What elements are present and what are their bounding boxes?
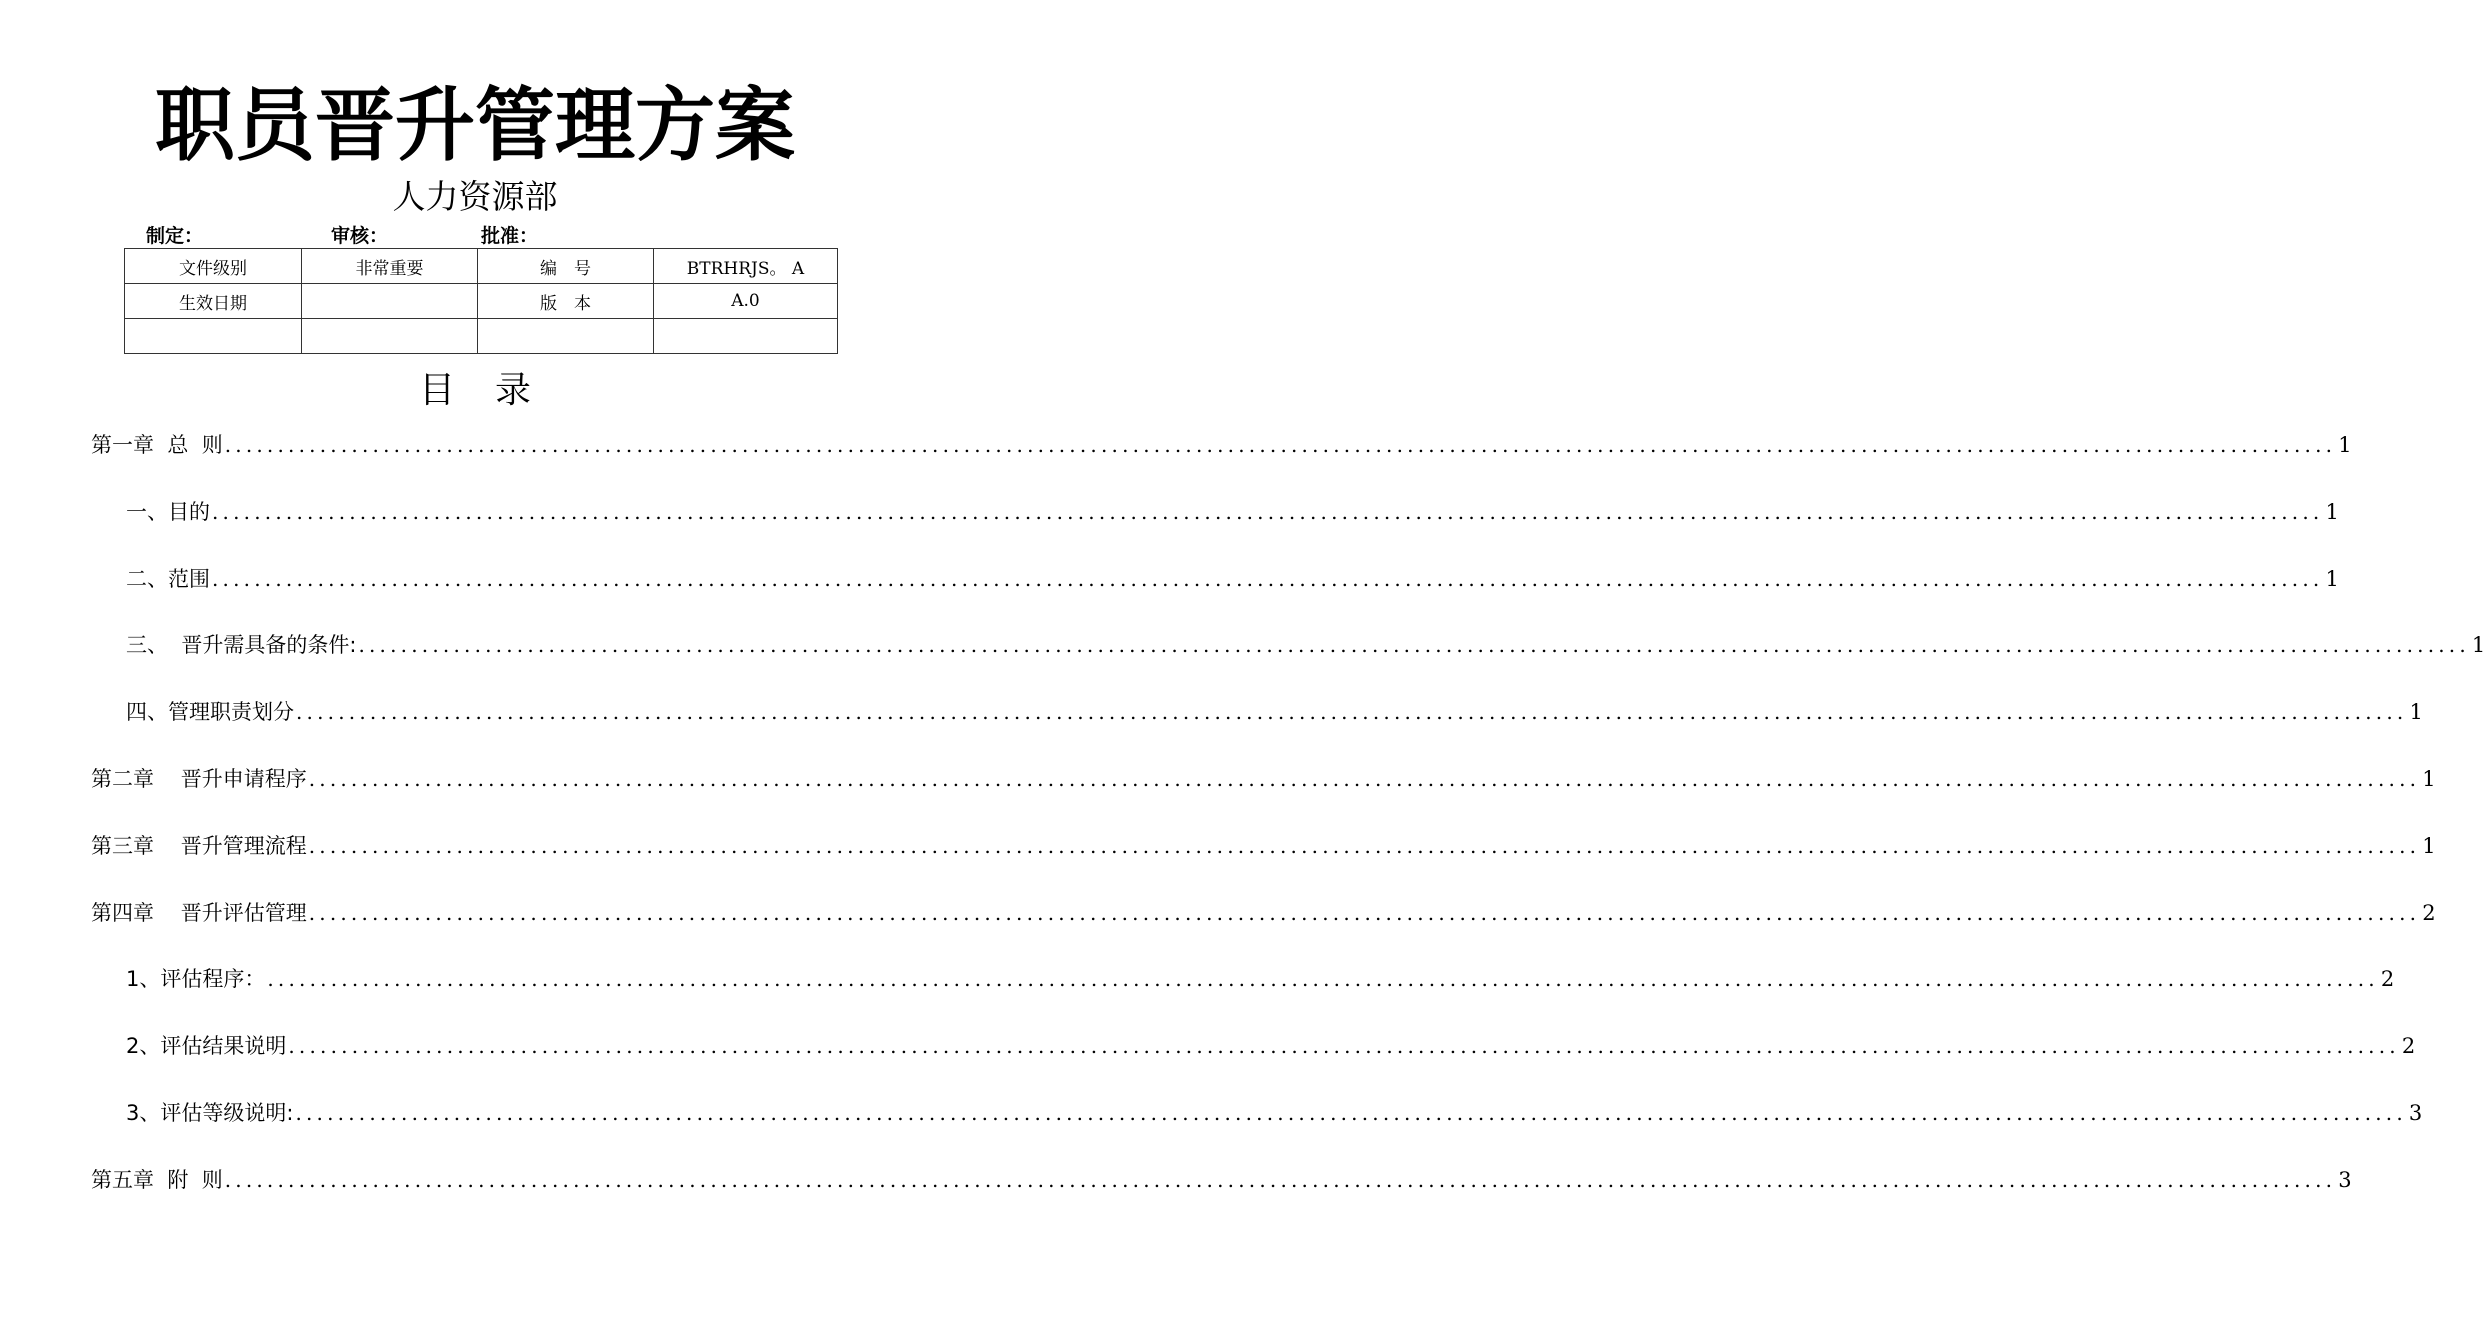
toc-entry-chapter-2[interactable] xyxy=(91,758,2436,794)
toc-entry-label: 一、目的 xyxy=(126,500,210,524)
table-cell: 版 本 xyxy=(478,284,654,319)
toc-entry-label: 1、评估程序： xyxy=(126,967,266,991)
toc-entry-page: 1 xyxy=(2422,767,2436,791)
made-by-label: 制定： xyxy=(146,225,204,247)
toc-leader-dots: ........................................................................................................................................................................................................ xyxy=(295,1101,2407,1125)
toc-entry-scope[interactable] xyxy=(126,558,2339,594)
toc-leader-dots: ........................................................................................................................................................................................................ xyxy=(358,633,2470,657)
toc-entry-page: 3 xyxy=(2338,1168,2352,1192)
toc-leader-dots: ........................................................................................................................................................................................................ xyxy=(308,834,2421,858)
toc-leader-dots: ........................................................................................................................................................................................................ xyxy=(288,1034,2400,1058)
toc-entry-page: 1 xyxy=(2325,500,2339,524)
toc-entry-label: 第三章 晋升管理流程 xyxy=(91,834,307,858)
toc-entry-eval-procedure[interactable] xyxy=(126,958,2395,994)
toc-entry-chapter-3[interactable] xyxy=(91,825,2436,861)
toc-entry-label: 2、评估结果说明 xyxy=(126,1034,287,1058)
department-name: 人力资源部 xyxy=(392,177,558,216)
toc-entry-chapter-4[interactable] xyxy=(91,892,2436,928)
toc-entry-label: 三、 晋升需具备的条件: xyxy=(126,633,357,657)
toc-entry-eval-results[interactable] xyxy=(126,1025,2416,1061)
toc-entry-page: 2 xyxy=(2422,901,2436,925)
toc-entry-eval-levels[interactable] xyxy=(126,1092,2423,1128)
table-cell: A.0 xyxy=(654,284,838,319)
toc-leader-dots: ........................................................................................................................................................................................................ xyxy=(212,500,2324,524)
toc-entry-page: 2 xyxy=(2401,1034,2416,1058)
toc-entry-page: 3 xyxy=(2408,1101,2423,1125)
toc-entry-chapter-1[interactable] xyxy=(91,424,2352,460)
toc-leader-dots: ........................................................................................................................................................................................................ xyxy=(212,567,2324,591)
toc-leader-dots: ........................................................................................................................................................................................................ xyxy=(267,967,2379,991)
toc-heading-part1: 目 xyxy=(418,370,455,411)
toc-entry-label: 四、管理职责划分 xyxy=(126,700,294,724)
toc-entry-label: 3、评估等级说明: xyxy=(126,1101,294,1125)
toc-leader-dots: ........................................................................................................................................................................................................ xyxy=(308,901,2421,925)
table-cell: 文件级别 xyxy=(125,249,302,284)
table-cell: BTRHRJS。 A xyxy=(654,249,838,284)
toc-leader-dots: ........................................................................................................................................................................................................ xyxy=(224,1168,2337,1192)
document-title: 职员晋升管理方案 xyxy=(155,79,795,172)
toc-entry-page: 1 xyxy=(2471,633,2485,657)
toc-heading-part2: 录 xyxy=(495,370,532,411)
toc-entry-conditions[interactable] xyxy=(126,624,2485,660)
toc-leader-dots: ........................................................................................................................................................................................................ xyxy=(308,767,2421,791)
toc-leader-dots: ........................................................................................................................................................................................................ xyxy=(224,433,2337,457)
toc-entry-page: 1 xyxy=(2338,433,2352,457)
reviewed-by-label: 审核： xyxy=(331,225,389,247)
toc-entry-page: 2 xyxy=(2380,967,2395,991)
toc-leader-dots: ........................................................................................................................................................................................................ xyxy=(296,700,2408,724)
toc-entry-label: 第一章 总 则 xyxy=(91,433,223,457)
table-cell: 非常重要 xyxy=(302,249,478,284)
toc-entry-label: 第五章 附 则 xyxy=(91,1168,223,1192)
toc-entry-chapter-5[interactable] xyxy=(91,1159,2352,1195)
toc-entry-label: 第二章 晋升申请程序 xyxy=(91,767,307,791)
toc-entry-label: 第四章 晋升评估管理 xyxy=(91,901,307,925)
toc-entry-purpose[interactable] xyxy=(126,491,2339,527)
table-cell: 生效日期 xyxy=(125,284,302,319)
table-cell: 编 号 xyxy=(478,249,654,284)
toc-entry-responsibilities[interactable] xyxy=(126,691,2423,727)
toc-entry-page: 1 xyxy=(2325,567,2339,591)
approved-by-label: 批准： xyxy=(481,225,539,247)
toc-entry-page: 1 xyxy=(2422,834,2436,858)
toc-entry-page: 1 xyxy=(2409,700,2423,724)
toc-entry-label: 二、范围 xyxy=(126,567,210,591)
